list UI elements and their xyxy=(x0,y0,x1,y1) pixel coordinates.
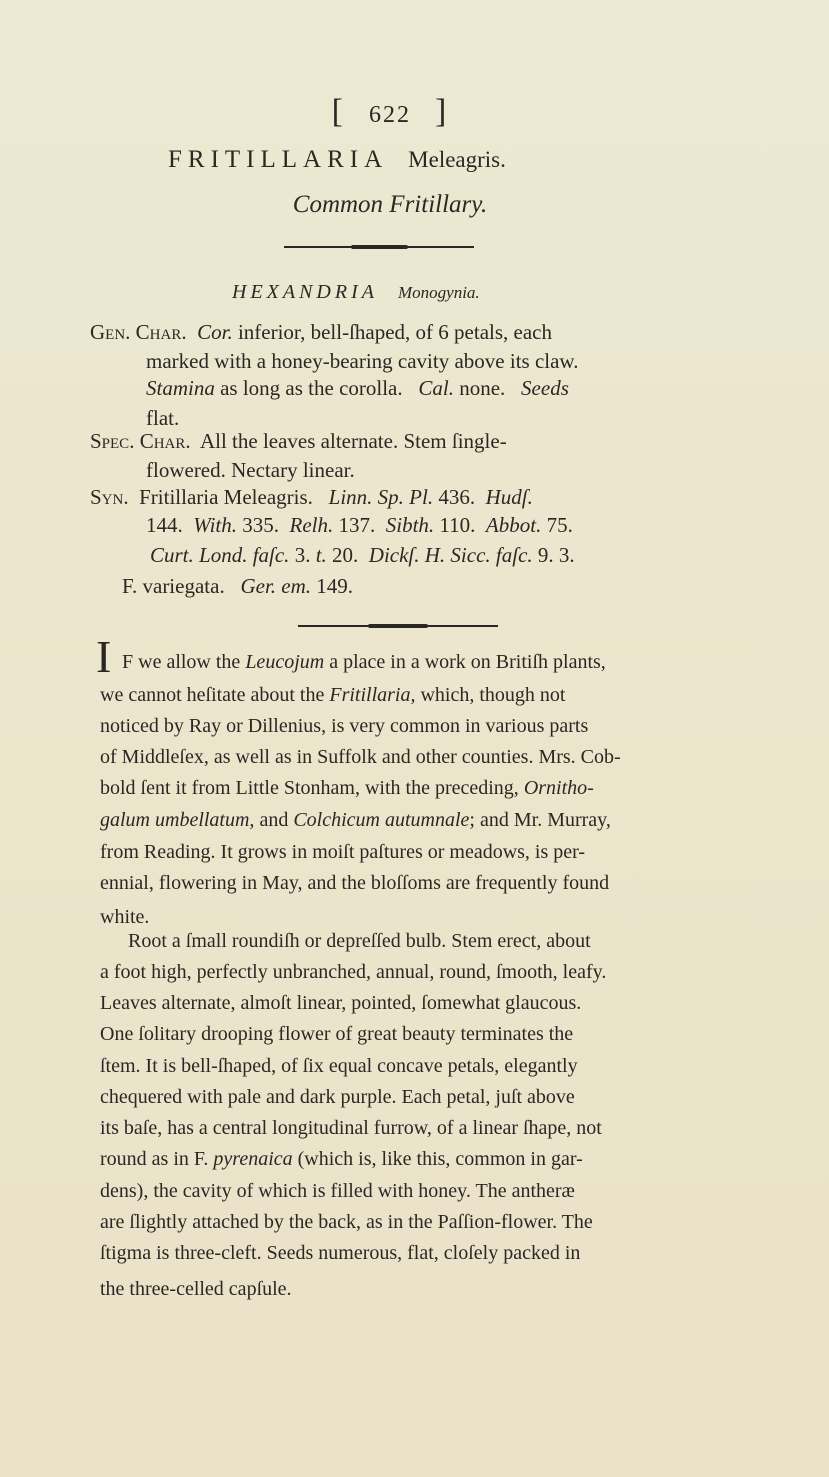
page-number: [ 622 ] xyxy=(331,93,449,130)
body-line: ſtigma is three-cleft. Seeds numerous, flat, cloſely packed in xyxy=(100,1242,581,1264)
body-line: of Middleſex, as well as in Suffolk and other counties. Mrs. Cob- xyxy=(100,746,621,768)
body-line: we cannot heſitate about the Fritillaria, which, though not xyxy=(100,684,566,706)
body-line: round as in F. pyrenaica (which is, like this, common in gar- xyxy=(100,1148,583,1170)
body-line: bold ſent it from Little Stonham, with the preceding, Ornitho- xyxy=(100,777,594,799)
genus-title: FRITILLARIA Meleagris. xyxy=(168,146,506,173)
body-line: galum umbellatum, and Colchicum autumnale; and Mr. Murray, xyxy=(100,809,611,831)
synonymy-line: Syn. Fritillaria Meleagris. Linn. Sp. Pl. 436. Hudſ. xyxy=(90,485,533,509)
body-line: Leaves alternate, almoſt linear, pointed, ſomewhat glaucous. xyxy=(100,992,582,1014)
ornamental-rule-top xyxy=(284,246,474,248)
body-line: ennial, flowering in May, and the bloſſoms are frequently found xyxy=(100,872,610,894)
ornamental-rule-middle xyxy=(298,625,498,627)
specific-character-line: Spec. Char. All the leaves alternate. Stem ſingle- xyxy=(90,429,507,453)
synonymy-line: 144. With. 335. Relh. 137. Sibth. 110. Abbot. 75. xyxy=(146,513,573,537)
body-line: noticed by Ray or Dillenius, is very common in various parts xyxy=(100,715,589,737)
generic-character-line: Gen. Char. Cor. inferior, bell-ſhaped, of 6 petals, each xyxy=(90,320,552,344)
body-line: One ſolitary drooping flower of great beauty terminates the xyxy=(100,1023,574,1045)
body-line: Root a ſmall roundiſh or depreſſed bulb. Stem erect, about xyxy=(128,930,591,952)
body-line: white. xyxy=(100,906,150,928)
body-line: chequered with pale and dark purple. Each petal, juſt above xyxy=(100,1086,575,1108)
generic-character-line: marked with a honey-bearing cavity above its claw. xyxy=(146,349,579,373)
body-line: its baſe, has a central longitudinal furrow, of a linear ſhape, not xyxy=(100,1117,602,1139)
body-line: dens), the cavity of which is filled with honey. The antheræ xyxy=(100,1180,575,1202)
body-line: the three-celled capſule. xyxy=(100,1278,292,1300)
specific-character-line: flowered. Nectary linear. xyxy=(146,458,355,482)
generic-character-line: flat. xyxy=(146,406,180,430)
synonymy-line: F. variegata. Ger. em. 149. xyxy=(122,574,354,598)
species-name: Meleagris. xyxy=(408,147,506,172)
linnaean-classification: HEXANDRIA Monogynia. xyxy=(232,281,480,303)
common-name: Common Fritillary. xyxy=(292,191,488,218)
generic-character-line: Stamina as long as the corolla. Cal. none. Seeds xyxy=(146,376,569,400)
body-line: are ſlightly attached by the back, as in the Paſſion-flower. The xyxy=(100,1211,593,1233)
drop-cap: I xyxy=(96,631,112,682)
body-line: from Reading. It grows in moiſt paſtures or meadows, is per- xyxy=(100,841,586,863)
synonymy-line: Curt. Lond. faſc. 3. t. 20. Dickſ. H. Sicc. faſc. 9. 3. xyxy=(150,543,575,567)
body-line: a foot high, perfectly unbranched, annual, round, ſmooth, leafy. xyxy=(100,961,607,983)
body-line: F we allow the Leucojum a place in a work on Britiſh plants, xyxy=(122,651,606,673)
body-line: ſtem. It is bell-ſhaped, of ſix equal concave petals, elegantly xyxy=(100,1055,578,1077)
